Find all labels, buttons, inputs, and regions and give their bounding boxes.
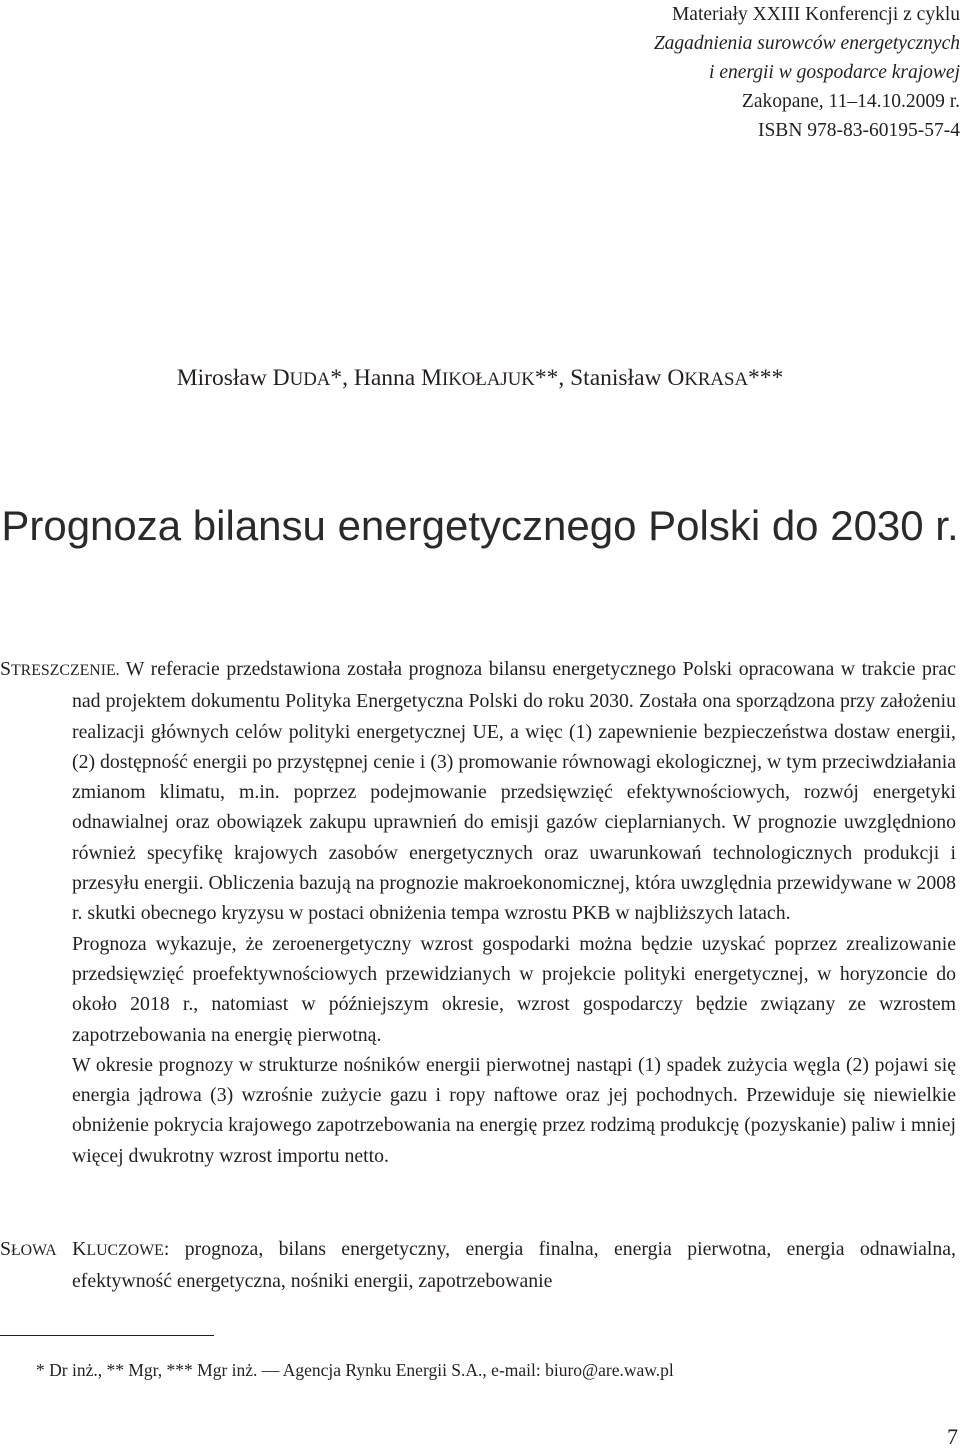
abstract [0,654,956,1171]
author-first-name: Hanna [353,365,416,391]
abstract-label-rest: TRESZCZENIE. [11,662,120,679]
conference-name-line1: Zagadnienia surowców energetycznych [653,33,960,54]
author-surname-initial: O [667,365,685,391]
abstract-paragraph: W okresie prognozy w strukturze nośników energii pierwotnej nastąpi (1) spadek zużycia węgla (2) pojawi się energia jądrowa (3) wzrośnie zużycie gazu i ropy naftowe oraz jej pochodnych. Przewiduje się niewielkie obniżenie pokrycia krajowego zapotrzebowania na energię przez rodzimą produkcję (pozyskanie) paliw i mniej więcej dwukrotny wzrost importu netto. [72,1053,956,1167]
author-list: Mirosław DUDA*, Hanna MIKOŁAJUK**, Stanisław OKRASA*** [176,365,784,391]
abstract-text: W referacie przedstawiona została prognoza bilansu energetycznego Polski opracowana w trakcie prac nad projektem dokumentu Polityka Energetyczna Polski do roku 2030. Została ona sporządzona przy założeniu realizacji głównych celów polityki energetycznej UE, a więc (1) zapewnienie bezpieczeństwa dostaw energii, (2) dostępność energii po przystępnej cenie i (3) promowanie równowagi ekologicznej, w tym przeciwdziałania zmianom klimatu, m.in. poprzez podejmowanie przedsięwzięć efektywnościowych, rozwój energetyki odnawialnej oraz obowiązek zakupu uprawnień do emisji gazów cieplarnianych. W prognozie uwzględniono również specyfikę krajowych zasobów energetycznych oraz uwarunkowań technologicznych produkcji i przesyłu energii. Obliczenia bazują na prognozie makroekonomicznej, która uwzględnia przewidywane w 2008 r. skutki obecnego kryzysu w postaci obniżenia tempa wzrostu PKB w najbliższych latach. [72,658,956,925]
author-first-name: Stanisław [570,365,662,391]
keywords-label-rest: ŁOWA [11,1242,57,1259]
abstract-paragraph [0,654,956,929]
conference-info [360,0,960,145]
conference-name-line2: i energii w gospodarce krajowej [709,62,960,83]
author-surname-initial: M [421,365,442,391]
abstract-paragraph: Prognoza wykazuje, że zeroenergetyczny wzrost gospodarki można będzie uzyskać poprzez zrealizowanie przedsięwzięć proefektywnościowych przewidzianych w projekcie polityki energetycznej, w horyzoncie do około 2018 r., natomiast w późniejszym okresie, wzrost gospodarczy będzie związany ze wzrostem zapotrzebowania na energię pierwotną. [72,932,956,1046]
author-mark: *** [748,365,784,391]
author-first-name: Mirosław [176,365,267,391]
paper-title: Prognoza bilansu energetycznego Polski do 2030 r. [1,502,959,549]
keywords-colon: : [163,1238,170,1260]
footnote-rule [0,1335,214,1336]
author-mark: ** [534,365,559,391]
keywords [0,1234,956,1297]
keywords-label-initial: S [0,1238,12,1260]
abstract-label-initial: S [0,658,12,680]
conference-series: Materiały XXIII Konferencji z cyklu [671,4,960,25]
author-mark: * [330,365,343,391]
keywords-label-rest: LUCZOWE [86,1242,164,1259]
author-surname-rest: UDA [289,369,331,390]
page-number: 7 [947,1424,958,1449]
keywords-text: prognoza, bilans energetyczny, energia finalna, energia pierwotna, energia odnawialna, efektywność energetyczna, nośniki energii, zapotrzebowanie [72,1238,956,1293]
isbn: ISBN 978-83-60195-57-4 [757,120,960,141]
keywords-label-initial: K [72,1238,87,1260]
author-surname-rest: KRASA [684,369,749,390]
conference-place-date: Zakopane, 11–14.10.2009 r. [741,91,960,112]
author-surname-rest: IKOŁAJUK [441,369,535,390]
author-surname-initial: D [272,365,290,391]
footnote: * Dr inż., ** Mgr, *** Mgr inż. — Agencja Rynku Energii S.A., e-mail: biuro@are.waw.pl [36,1360,674,1380]
